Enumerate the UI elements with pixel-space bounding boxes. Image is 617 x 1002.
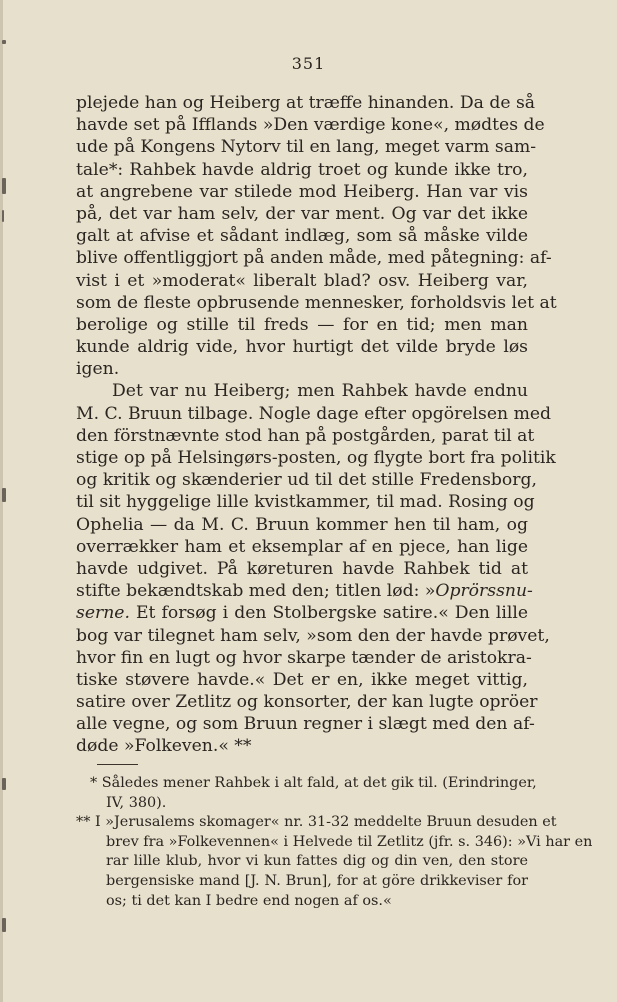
text-line <box>76 602 528 624</box>
text-line: til sit hyggelige lille kvistkammer, til mad. Rosing og <box>76 492 535 513</box>
footnote-line: rar lille klub, hvor vi kun fattes dig og din ven, den store <box>106 853 528 870</box>
text-line: hvor fin en lugt og hvor skarpe tænder de aristokra- <box>76 647 532 668</box>
text-line: satire over Zetlitz og konsorter, der kan lugte opröer <box>76 692 538 713</box>
footnote-rule <box>97 764 138 765</box>
text-line: overrækker ham et eksemplar af en pjece, han lige <box>76 536 528 557</box>
text-line: galt at afvise et sådant indlæg, som så måske vilde <box>76 226 528 247</box>
text-line: kunde aldrig vide, hvor hurtigt det vilde bryde løs <box>76 337 528 358</box>
text-line: igen. <box>76 359 120 380</box>
body-text <box>76 92 557 758</box>
margin-mark <box>2 918 6 932</box>
footnote-line: brev fra »Folkevennen« i Helvede til Zetlitz (jfr. s. 346): »Vi har en <box>106 833 593 850</box>
footnote-line: * Således mener Rahbek i alt fald, at det gik til. (Erindringer, <box>90 775 537 791</box>
footnote-line: ** I »Jerusalems skomager« nr. 31-32 meddelte Bruun desuden et <box>76 814 557 831</box>
page-number: 351 <box>291 54 326 73</box>
text-segment: Et forsøg i den Stolbergske satire.« Den lille <box>129 603 528 624</box>
pamphlet-title: serne. <box>76 603 130 624</box>
margin-mark <box>2 210 4 222</box>
footnote-line: bergensiske mand [J. N. Brun], for at göre drikkeviser for <box>106 872 528 889</box>
footnotes <box>76 774 593 911</box>
text-line: at angrebene var stilede mod Heiberg. Han var vis <box>76 181 528 202</box>
text-line: blive offentliggjort på anden måde, med påtegning: af- <box>76 248 552 269</box>
text-line: Det var nu Heiberg; men Rahbek havde endnu <box>112 381 528 402</box>
text-line: vist i et »moderat« liberalt blad? osv. Heiberg var, <box>76 270 528 291</box>
margin-mark <box>2 40 6 44</box>
margin-mark <box>2 178 6 194</box>
footnote-line: os; ti det kan I bedre end nogen af os.« <box>106 892 392 909</box>
text-line: berolige og stille til freds — for en tid; men man <box>76 314 528 335</box>
text-line: alle vegne, og som Bruun regner i slægt med den af- <box>76 714 535 735</box>
pamphlet-title: Oprörssnu- <box>435 581 533 602</box>
margin-mark <box>2 488 6 502</box>
text-line <box>76 580 533 602</box>
footnote-line: IV, 380). <box>106 794 167 811</box>
text-line: Ophelia — da M. C. Bruun kommer hen til ham, og <box>76 514 528 535</box>
text-line: og kritik og skænderier ud til det stille Fredensborg, <box>76 470 537 491</box>
text-line: plejede han og Heiberg at træffe hinanden. Da de så <box>76 93 536 113</box>
text-line: på, det var ham selv, der var ment. Og var det ikke <box>76 203 528 224</box>
text-segment: stifte bekændtskab med den; titlen lød: » <box>76 581 436 602</box>
text-line: M. C. Bruun tilbage. Nogle dage efter opgörelsen med <box>76 403 552 424</box>
text-line: bog var tilegnet ham selv, »som den der havde prøvet, <box>76 625 550 646</box>
margin-mark <box>2 778 6 790</box>
text-line: havde set på Ifflands »Den værdige kone«, mødtes de <box>76 115 545 136</box>
text-line: tiske støvere havde.« Det er en, ikke meget vittig, <box>76 669 528 690</box>
text-line: som de fleste opbrusende mennesker, forholdsvis let at <box>76 292 557 313</box>
text-line: ude på Kongens Nytorv til en lang, meget varm sam- <box>76 137 537 158</box>
text-line: stige op på Helsingørs-posten, og flygte bort fra politik <box>76 448 556 468</box>
text-line: døde »Folkeven.« ** <box>76 736 252 757</box>
text-line: tale*: Rahbek havde aldrig troet og kunde ikke tro, <box>76 159 528 180</box>
text-line: den förstnævnte stod han på postgården, parat til at <box>76 425 535 446</box>
text-line: havde udgivet. På køreturen havde Rahbek tid at <box>76 558 528 579</box>
